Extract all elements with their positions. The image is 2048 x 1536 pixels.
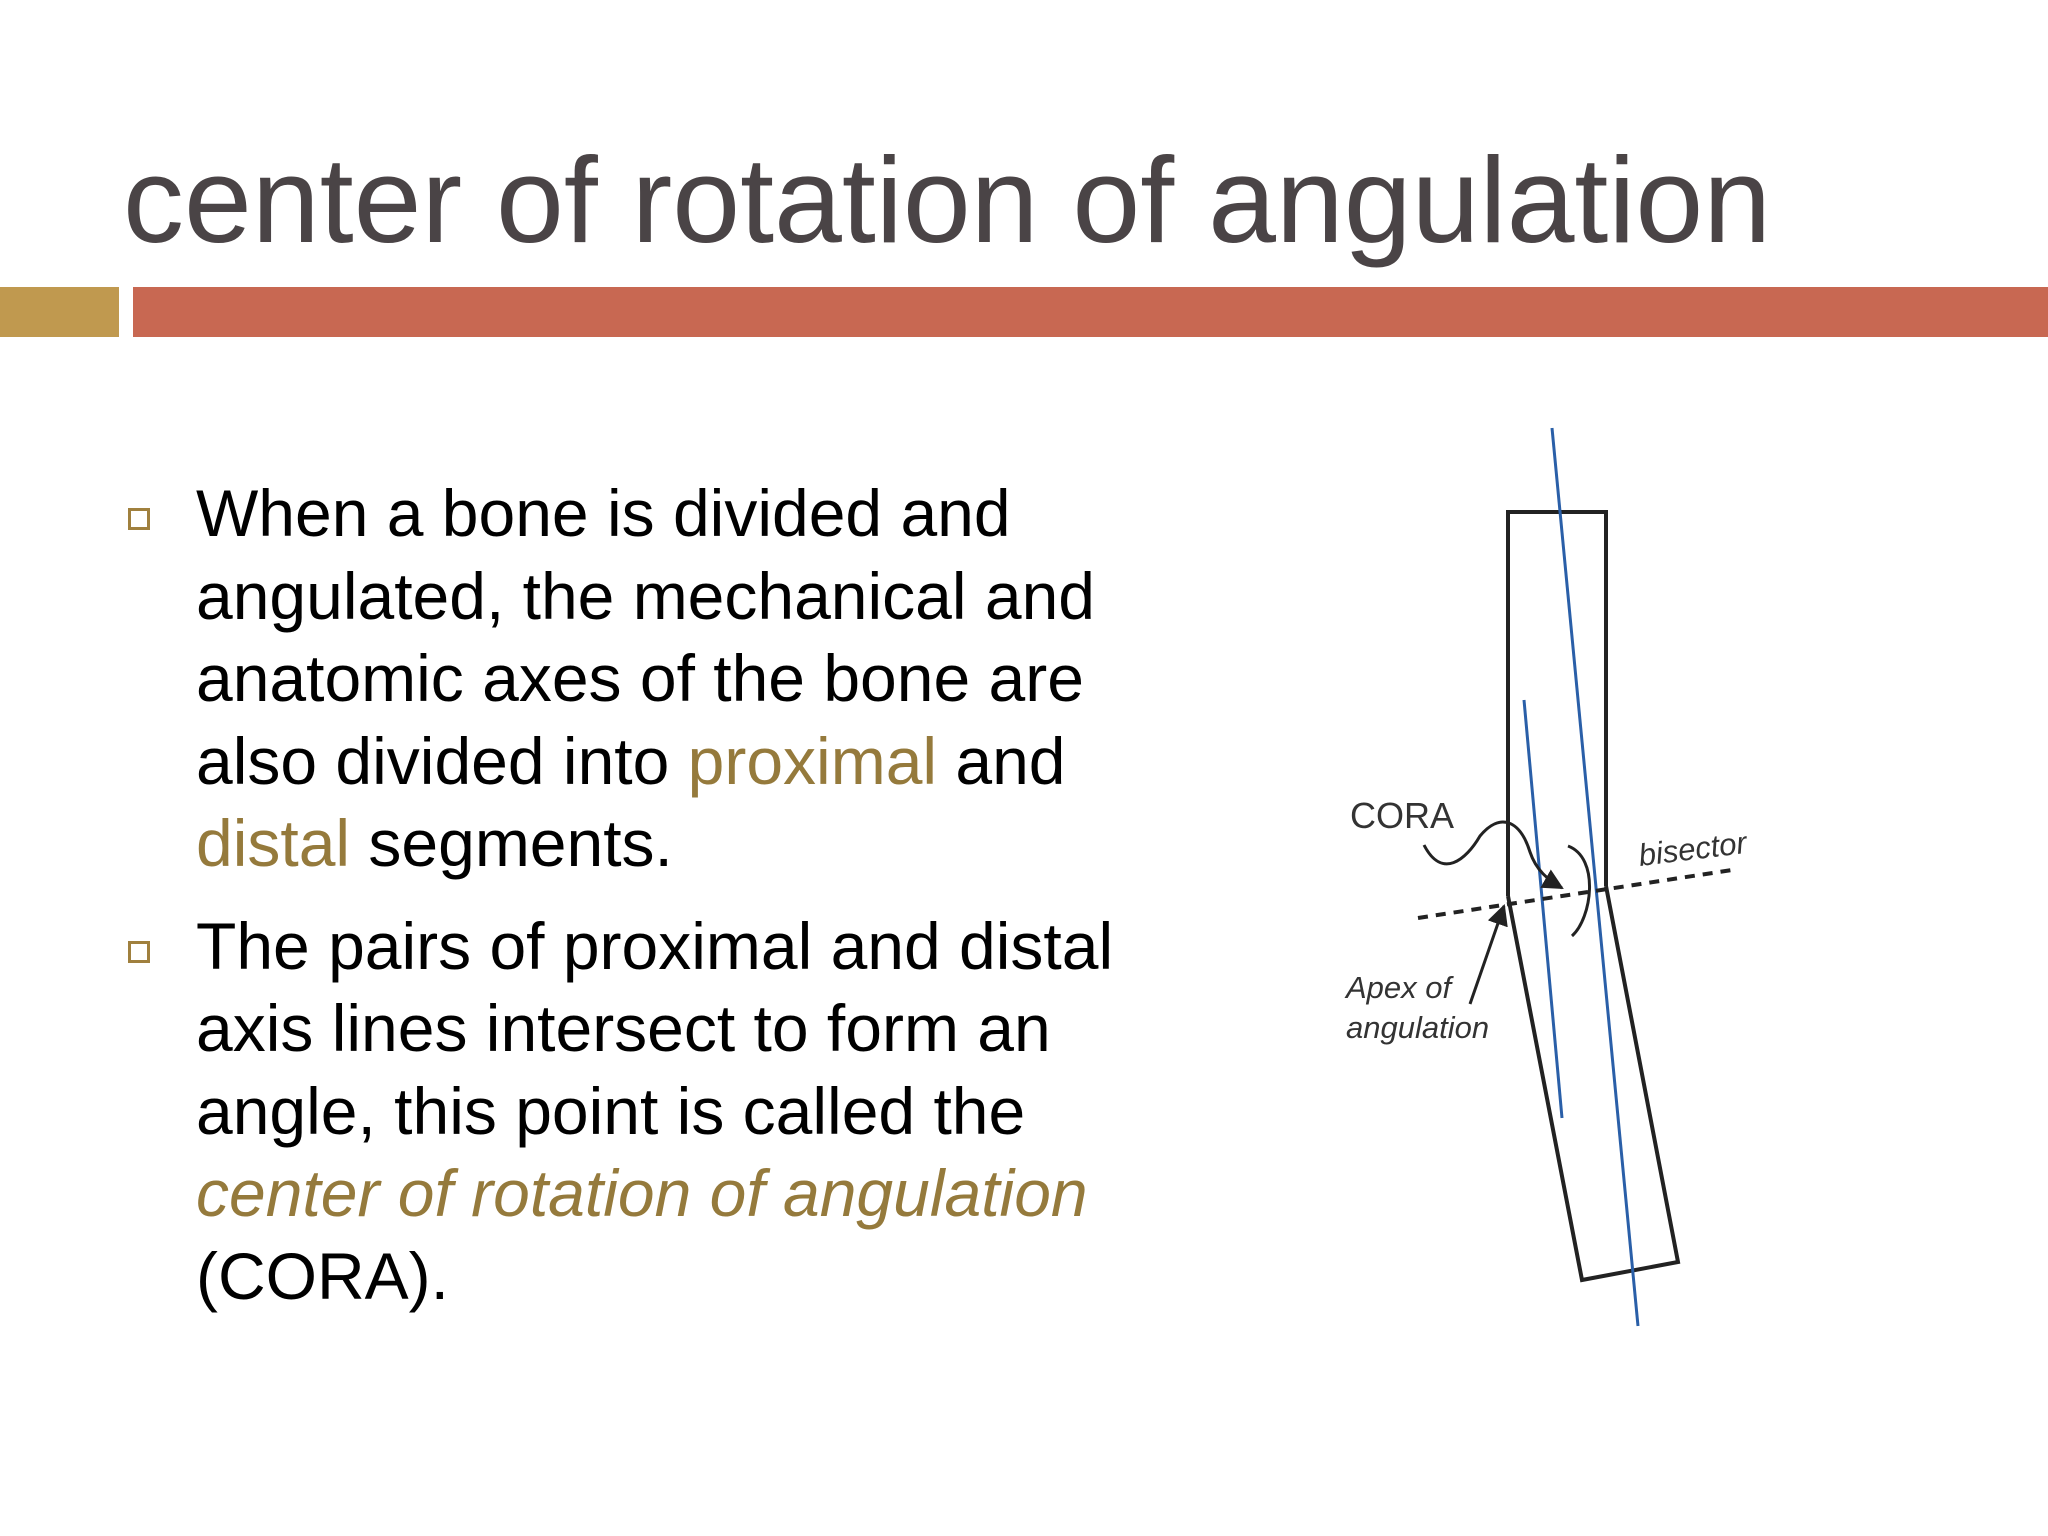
term-proximal: proximal: [687, 723, 938, 798]
bullet-item: [120, 472, 1200, 885]
bullet-text: When a bone is divided and angulated, the mechanical and anatomic axes of the bone are also divided into: [196, 476, 1095, 798]
title-accent-bar-red: [133, 287, 2048, 337]
bullet-text: The pairs of proximal and distal axis lines intersect to form an angle, this point is called the: [196, 908, 1114, 1148]
term-cora: center of rotation of angulation: [196, 1156, 1088, 1230]
bullet-list: [120, 472, 1200, 1337]
apex-label-line1: Apex of: [1346, 970, 1452, 1005]
square-bullet-icon: [128, 508, 150, 530]
distal-axis-line: [1524, 700, 1562, 1118]
bullet-text: and: [937, 723, 1066, 798]
bullet-item: [120, 905, 1200, 1318]
apex-pointer-arrow: [1470, 906, 1504, 1004]
bisector-label: bisector: [1636, 824, 1749, 873]
bullet-text: segments.: [350, 806, 673, 880]
term-distal: distal: [196, 806, 351, 880]
cora-diagram: [1330, 420, 1770, 1330]
bullet-text: (CORA).: [196, 1238, 449, 1313]
cora-label: CORA: [1350, 795, 1455, 836]
apex-label-line2: angulation: [1346, 1010, 1490, 1045]
slide-title: center of rotation of angulation: [123, 132, 1772, 268]
bisector-line: [1418, 870, 1732, 918]
title-accent-bar-gold: [0, 287, 119, 337]
square-bullet-icon: [128, 941, 150, 963]
distal-bone-segment: [1508, 886, 1678, 1280]
